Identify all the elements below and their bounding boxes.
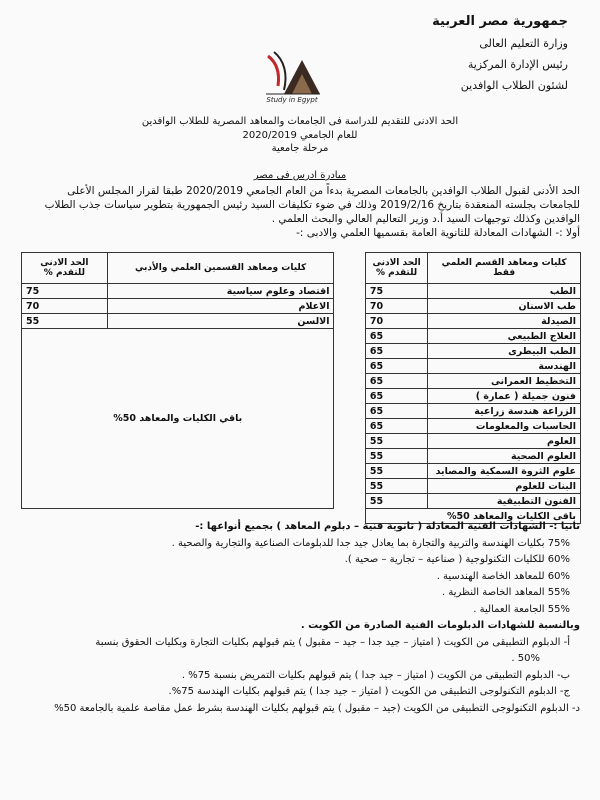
sci-faculty-name: فنون جميلة ( عمارة ) — [428, 389, 581, 404]
both-faculty-min: 55 — [22, 314, 108, 329]
sci-faculty-min: 65 — [365, 374, 427, 389]
list-item: 50% . — [511, 653, 540, 664]
list-item: د- الدبلوم التكنولوجى التطبيقى من الكويت (جيد – مقبول ) يتم قبولهم بكليات الهندسة بشرط عمل مقاصة علمية بالجامعة 50% — [54, 702, 580, 714]
sci-faculty-min: 75 — [365, 284, 427, 299]
study-in-egypt-logo — [262, 46, 322, 98]
sci-faculty-min: 70 — [365, 299, 427, 314]
both-faculty-min: 75 — [22, 284, 108, 299]
list-item: 75% بكليات الهندسة والتربية والتجارة بما يعادل جيد جدا للدبلومات الصناعية والتجارية والصحية . — [171, 537, 570, 549]
department-name: رئيس الإدارة المركزية — [467, 58, 568, 71]
sci-faculty-min: 70 — [365, 314, 427, 329]
sci-faculty-name: طب الاسنان — [428, 299, 581, 314]
intro-text — [30, 184, 580, 240]
department-sub: لشئون الطلاب الوافدين — [460, 79, 568, 92]
list-item: أ- الدبلوم التطبيقى من الكويت ( امتياز – جيد جدا – جيد – مقبول ) يتم قبولهم بكليات التجارة وبكليات الحقوق بنسبة — [95, 636, 570, 648]
list-item: ب- الدبلوم التطبيقى من الكويت ( امتياز – جيد جدا ) يتم قبولهم بكليات التمريض بنسبة 75% . — [181, 669, 570, 681]
both-remaining: باقي الكليات والمعاهد 50% — [22, 329, 334, 509]
table-row — [22, 284, 581, 299]
list-item: ج- الدبلوم التكنولوجى التطبيقى من الكويت ( امتياز – جيد جدا ) يتم قبولهم بكليات الهندسة 75%. — [168, 686, 570, 697]
ministry-header — [368, 14, 568, 100]
list-item: 55% المعاهد الخاصة النظرية . — [441, 587, 570, 598]
sci-faculty-min: 65 — [365, 359, 427, 374]
section2 — [20, 519, 580, 717]
sci-faculty-name: الطب — [428, 284, 581, 299]
sci-faculty-name: الحاسبات والمعلومات — [428, 419, 581, 434]
sci-faculty-name: الصيدلة — [428, 314, 581, 329]
col-sci-faculty: كليات ومعاهد القسم العلمي فقط — [428, 253, 581, 284]
academic-year: للعام الجامعي 2020/2019 — [242, 130, 358, 141]
sci-faculty-name: الزراعة هندسة زراعية — [428, 404, 581, 419]
sci-faculty-name: الطب البيطرى — [428, 344, 581, 359]
sci-faculty-min: 55 — [365, 449, 427, 464]
list-item: 60% للمعاهد الخاصة الهندسية . — [436, 570, 570, 582]
sci-remaining: باقى الكليات والمعاهد 50% — [365, 509, 580, 524]
table-row — [22, 314, 581, 329]
sci-faculty-min: 55 — [365, 464, 427, 479]
sci-faculty-name: علوم الثروة السمكية والمصايد — [428, 464, 581, 479]
sci-faculty-min: 65 — [365, 344, 427, 359]
country-name: جمهورية مصر العربية — [432, 14, 568, 29]
initiative-label: مبادرة ادرس فى مصر — [253, 170, 347, 181]
table-row — [22, 329, 581, 344]
col-sci-min: الحد الادنى للتقدم % — [365, 253, 427, 284]
col-both-faculty: كليات ومعاهد القسمين العلمي والأدبي — [107, 253, 334, 284]
sci-faculty-name: العلوم — [428, 434, 581, 449]
sci-faculty-name: الهندسة — [428, 359, 581, 374]
sci-faculty-min: 65 — [365, 404, 427, 419]
kuwait-heading: وبالنسبة للشهادات الدبلومات الفنية الصادرة من الكويت . — [300, 620, 580, 631]
sci-faculty-min: 55 — [365, 434, 427, 449]
table-header-row — [22, 253, 581, 284]
list-item: 55% الجامعة العمالية . — [473, 603, 570, 615]
sci-faculty-min: 65 — [365, 389, 427, 404]
section1-heading: أولا :- الشهادات المعادلة للثانوية العامة بقسميها العلمي والادبى :- — [296, 227, 580, 239]
both-faculty-name: اقتصاد وعلوم سياسية — [107, 284, 334, 299]
list-item: 60% للكليات التكنولوجية ( صناعية – تجارية – صحية ). — [344, 554, 570, 565]
sci-faculty-name: العلوم الصحية — [428, 449, 581, 464]
stage-label: مرحلة جامعية — [271, 143, 329, 154]
table-row — [22, 299, 581, 314]
doc-title: الحد الادنى للتقديم للدراسة فى الجامعات والمعاهد المصرية للطلاب الوافدين — [141, 116, 459, 127]
ministry-name: وزارة التعليم العالى — [479, 37, 568, 50]
sci-faculty-name: التخطيط العمرانى — [428, 374, 581, 389]
sci-faculty-name: الفنون التطبيقية — [428, 494, 581, 509]
sci-faculty-min: 65 — [365, 419, 427, 434]
intro-paragraph: الحد الأدنى لقبول الطلاب الوافدين بالجامعات المصرية بدءاً من العام الجامعي 2020/2019 طبقا لقرار المجلس الأعلى للجامعات بجلسته المنعقدة بتاريخ 2019/2/16 وذلك في ضوء تكليفات السيد رئيس الجمهورية بتطوير سياسات جذب الطلاب الوافدين وكذلك توجيهات السيد أ.د وزير التعاليم العالي والبحث العلمي . — [44, 185, 580, 225]
sci-faculty-min: 65 — [365, 329, 427, 344]
sci-faculty-name: العلاج الطبيعي — [428, 329, 581, 344]
section2-heading: ثانيا :- الشهادات الفنية المعادلة ( ثانوية فنية – دبلوم المعاهد ) بجميع أنواعها :- — [195, 521, 580, 532]
sci-faculty-min: 55 — [365, 479, 427, 494]
both-faculty-min: 70 — [22, 299, 108, 314]
sci-faculty-min: 55 — [365, 494, 427, 509]
both-faculty-name: الالسن — [107, 314, 334, 329]
logo-text: Study in Egypt — [266, 96, 318, 104]
sci-faculty-name: البنات للعلوم — [428, 479, 581, 494]
both-faculty-name: الاعلام — [107, 299, 334, 314]
admission-table — [21, 252, 581, 524]
col-both-min: الحد الادنى للتقدم % — [22, 253, 108, 284]
